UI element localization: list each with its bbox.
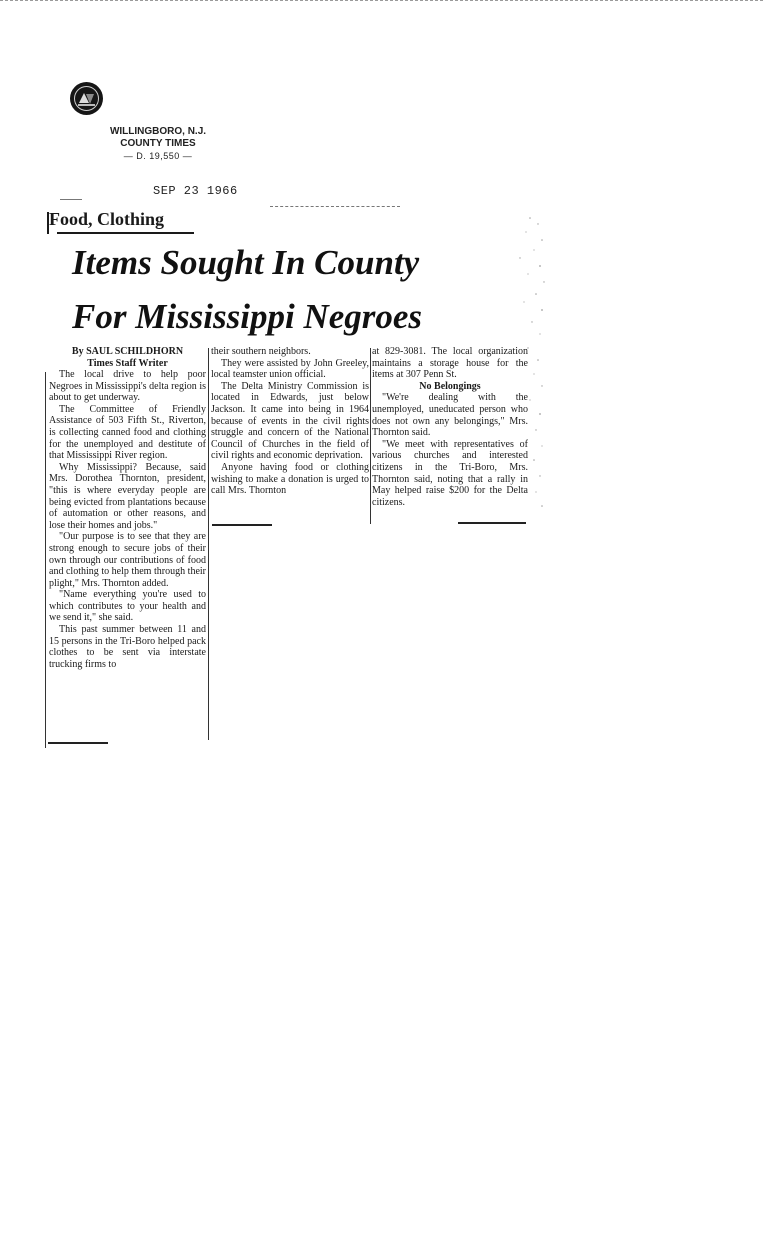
stray-dashed-line xyxy=(270,206,400,207)
clipping-left-edge xyxy=(45,372,46,748)
byline-name: By SAUL SCHILDHORN xyxy=(71,346,184,357)
paragraph: The Delta Ministry Commission is located in Edwards, just below Jackson. It came into being in 1964 because of events in the civil rights struggle and concern of the National Council of Churches in the field of civil rights and economic deprivation. xyxy=(211,380,369,462)
paragraph: This past summer between 11 and 15 persons in the Tri-Boro helped pack clothes to be sent via interstate trucking firms to xyxy=(49,624,206,670)
paragraph: The Committee of Friendly Assistance of 503 Fifth St., Riverton, is collecting canned food and clothing for the unemployed and destitute of that Mississippi River region. xyxy=(49,403,206,462)
newspaper-seal-icon xyxy=(70,82,103,115)
paragraph: "Name everything you're used to which contributes to your health and we send it," she said. xyxy=(49,589,206,624)
headline-line-2: For Mississippi Negroes xyxy=(72,297,423,336)
subhead: No Belongings xyxy=(419,380,481,392)
article-column-3 xyxy=(372,346,528,508)
masthead-circulation: — D. 19,550 — xyxy=(123,151,193,161)
byline xyxy=(49,346,206,369)
column-end-rule xyxy=(458,522,526,524)
paragraph: Anyone having food or clothing wishing to make a donation is urged to call Mrs. Thornton xyxy=(211,461,369,497)
masthead-city: WILLINGBORO, N.J. xyxy=(109,126,207,137)
masthead-paper: COUNTY TIMES xyxy=(120,138,196,149)
byline-title: Times Staff Writer xyxy=(87,357,168,369)
paragraph: The local drive to help poor Negroes in Mississippi's delta region is about to get underway. xyxy=(49,369,206,404)
column-divider xyxy=(370,348,371,524)
headline-line-1: Items Sought In County xyxy=(72,243,420,282)
dashed-top-border xyxy=(0,0,763,1)
paragraph: at 829-3081. The local organization maintains a storage house for the items at 307 Penn St. xyxy=(372,346,528,381)
column-end-rule xyxy=(48,742,108,744)
stray-mark xyxy=(60,199,82,200)
article-column-2 xyxy=(211,346,369,497)
kicker-underline xyxy=(57,232,194,234)
column-end-rule xyxy=(212,524,272,526)
paragraph: "We meet with representatives of various churches and interested citizens in the Tri-Boro, Mrs. Thornton said, noting that a rally in May helped raise $200 for the Delta citizens. xyxy=(372,438,528,508)
clip-date-stamp: SEP 23 1966 xyxy=(153,184,238,198)
masthead xyxy=(98,126,218,162)
article-column-1 xyxy=(49,346,206,670)
paragraph: "We're dealing with the unemployed, uneducated person who does not own any belongings," Mrs. Thornton said. xyxy=(372,392,528,439)
article-kicker: Food, Clothing xyxy=(49,209,165,229)
paragraph: "Our purpose is to see that they are strong enough to secure jobs of their own through our contributions of food and clothing to help them through their plight," Mrs. Thornton added. xyxy=(49,531,206,589)
paragraph: their southern neighbors. xyxy=(211,346,311,357)
column-divider xyxy=(208,348,209,740)
paragraph: They were assisted by John Greeley, local teamster union official. xyxy=(211,357,369,381)
paragraph: Why Mississippi? Because, said Mrs. Dorothea Thornton, president, "this is where everyday people are being evicted from plantations because of automation or other reasons, and lose their homes and jobs." xyxy=(49,461,206,531)
